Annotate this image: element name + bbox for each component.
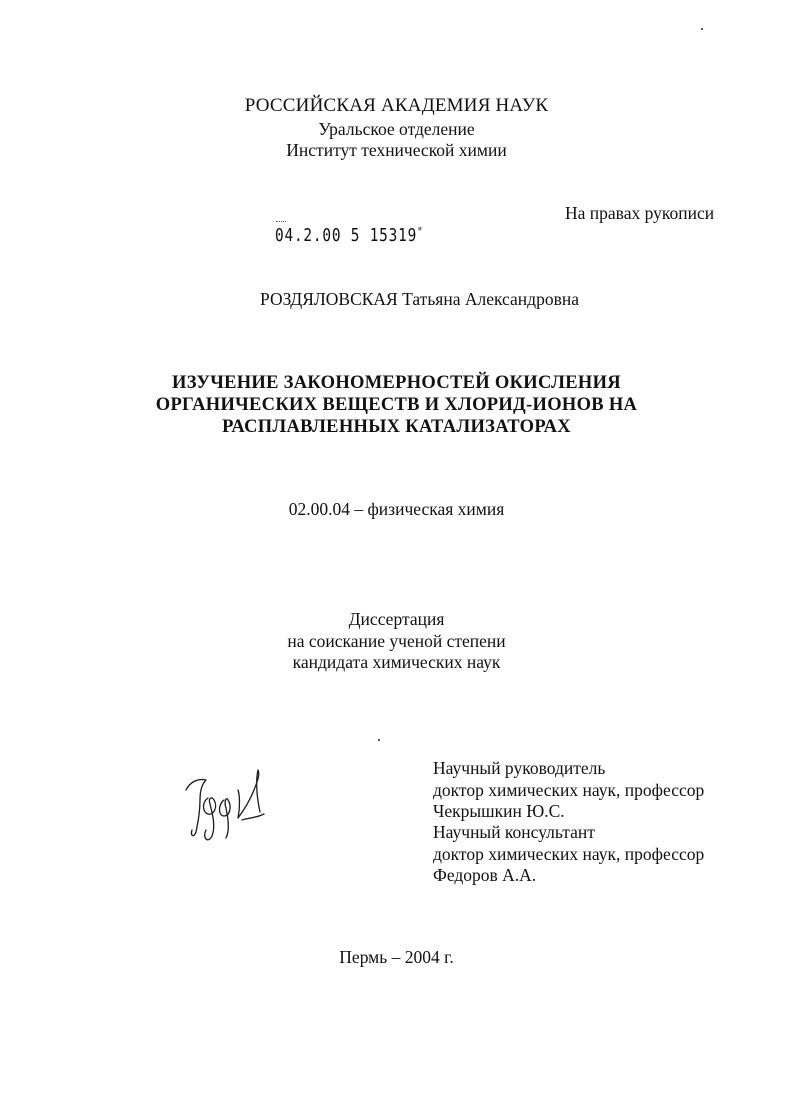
specialty-code: 02.00.04 – физическая химия [288, 499, 505, 519]
branch-name: Уральское отделение [318, 119, 475, 139]
archive-stamp [275, 225, 424, 246]
rights-note: На правах рукописи [565, 203, 715, 223]
place-year: Пермь – 2004 г. [339, 947, 454, 967]
institute-name: Институт технической химии [286, 140, 507, 160]
degree-line-2: на соискание ученой степени [287, 631, 506, 651]
consultant-role: Научный консультант [433, 822, 595, 842]
advisor-role: Научный руководитель [433, 758, 606, 778]
title-line-3: РАСПЛАВЛЕННЫХ КАТАЛИЗАТОРАХ [222, 417, 571, 437]
stamp-ticks [276, 221, 286, 224]
academy-name: РОССИЙСКАЯ АКАДЕМИЯ НАУК [244, 95, 549, 116]
consultant-name: Федоров А.А. [433, 865, 537, 885]
degree-line-3: кандидата химических наук [292, 652, 501, 672]
degree-type: Диссертация [348, 609, 445, 629]
author-signature [178, 760, 288, 850]
advisor-name: Чекрышкин Ю.С. [433, 801, 565, 821]
advisor-degree: доктор химических наук, профессор [433, 780, 705, 800]
scan-speck [701, 28, 703, 30]
consultant-degree: доктор химических наук, профессор [433, 844, 705, 864]
author-name: РОЗДЯЛОВСКАЯ Татьяна Александровна [260, 289, 579, 309]
title-line-1: ИЗУЧЕНИЕ ЗАКОНОМЕРНОСТЕЙ ОКИСЛЕНИЯ [172, 373, 621, 393]
archive-stamp-mark: " [417, 225, 424, 239]
archive-stamp-number: 04.2.00 5 15319 [275, 225, 418, 246]
title-line-2: ОРГАНИЧЕСКИХ ВЕЩЕСТВ И ХЛОРИД-ИОНОВ НА [155, 395, 638, 415]
scan-speck [378, 739, 380, 741]
